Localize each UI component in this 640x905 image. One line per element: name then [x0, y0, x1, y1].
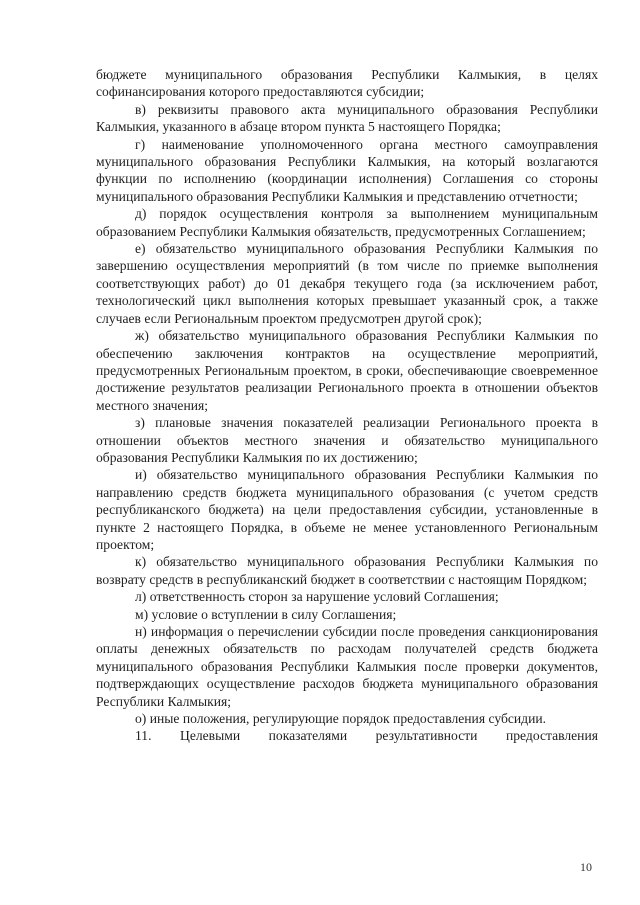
- paragraph-item-o: о) иные положения, регулирующие порядок предоставления субсидии.: [135, 711, 547, 727]
- paragraph-item-z: з) плановые значения показателей реализации Регионального проекта в отношении объектов местного значения и обязательство муниципального образования Республики Калмыкия по их достижению;: [96, 415, 598, 465]
- paragraph-item-l: л) ответственность сторон за нарушение условий Соглашения;: [135, 589, 499, 605]
- paragraph-item-g: г) наименование уполномоченного органа местного самоуправления муниципального образования Республики Калмыкия, на который возлагаются функции по исполнению (координации исполнения) Соглашения со стороны муниципального образования Республики Калмыкия и представлению отчетности;: [96, 136, 598, 204]
- paragraph-continuation: бюджете муниципального образования Республики Калмыкия, в целях софинансирования которого предоставляются субсидии;: [96, 67, 598, 100]
- paragraph-item-i: и) обязательство муниципального образования Республики Калмыкия по направлению средств бюджета муниципального образования (с учетом средств республиканского бюджета) на цели предоставления субсидии, установленные в пункте 2 настоящего Порядка, в объеме не менее установленного Региональным проектом;: [96, 467, 598, 552]
- paragraph-item-zh: ж) обязательство муниципального образования Республики Калмыкия по обеспечению заключения контрактов на осуществление мероприятий, предусмотренных Региональным проектом, в сроки, обеспечивающие своевременное достижение результатов реализации Регионального проекта в отношении объектов местного значения;: [96, 328, 598, 413]
- paragraph-item-d: д) порядок осуществления контроля за выполнением муниципальным образованием Республики Калмыкия обязательств, предусмотренных Соглашением;: [96, 206, 598, 239]
- paragraph-item-e: е) обязательство муниципального образования Республики Калмыкия по завершению осуществления мероприятий (в том числе по приемке выполнения соответствующих работ) до 01 декабря текущего года (за исключением работ, технологический цикл выполнения которых превышает указанный срок, а также случаев если Региональным проектом предусмотрен другой срок);: [96, 241, 598, 326]
- paragraph-item-v: в) реквизиты правового акта муниципального образования Республики Калмыкия, указанного в абзаце втором пункта 5 настоящего Порядка;: [96, 101, 598, 135]
- paragraph-item-k: к) обязательство муниципального образования Республики Калмыкия по возврату средств в республиканский бюджет в соответствии с настоящим Порядком;: [96, 554, 598, 587]
- paragraph-point-11: 11. Целевыми показателями результативности предоставления: [135, 728, 598, 744]
- page-number: 10: [580, 860, 592, 874]
- document-body: [96, 66, 598, 745]
- paragraph-item-m: м) условие о вступлении в силу Соглашения;: [135, 606, 397, 622]
- paragraph-item-n: н) информация о перечислении субсидии после проведения санкционирования оплаты денежных обязательств по расходам получателей средств бюджета муниципального образования Республики Калмыкия после проверки документов, подтверждающих осуществление расходов бюджета муниципального образования Республики Калмыкия;: [96, 624, 598, 709]
